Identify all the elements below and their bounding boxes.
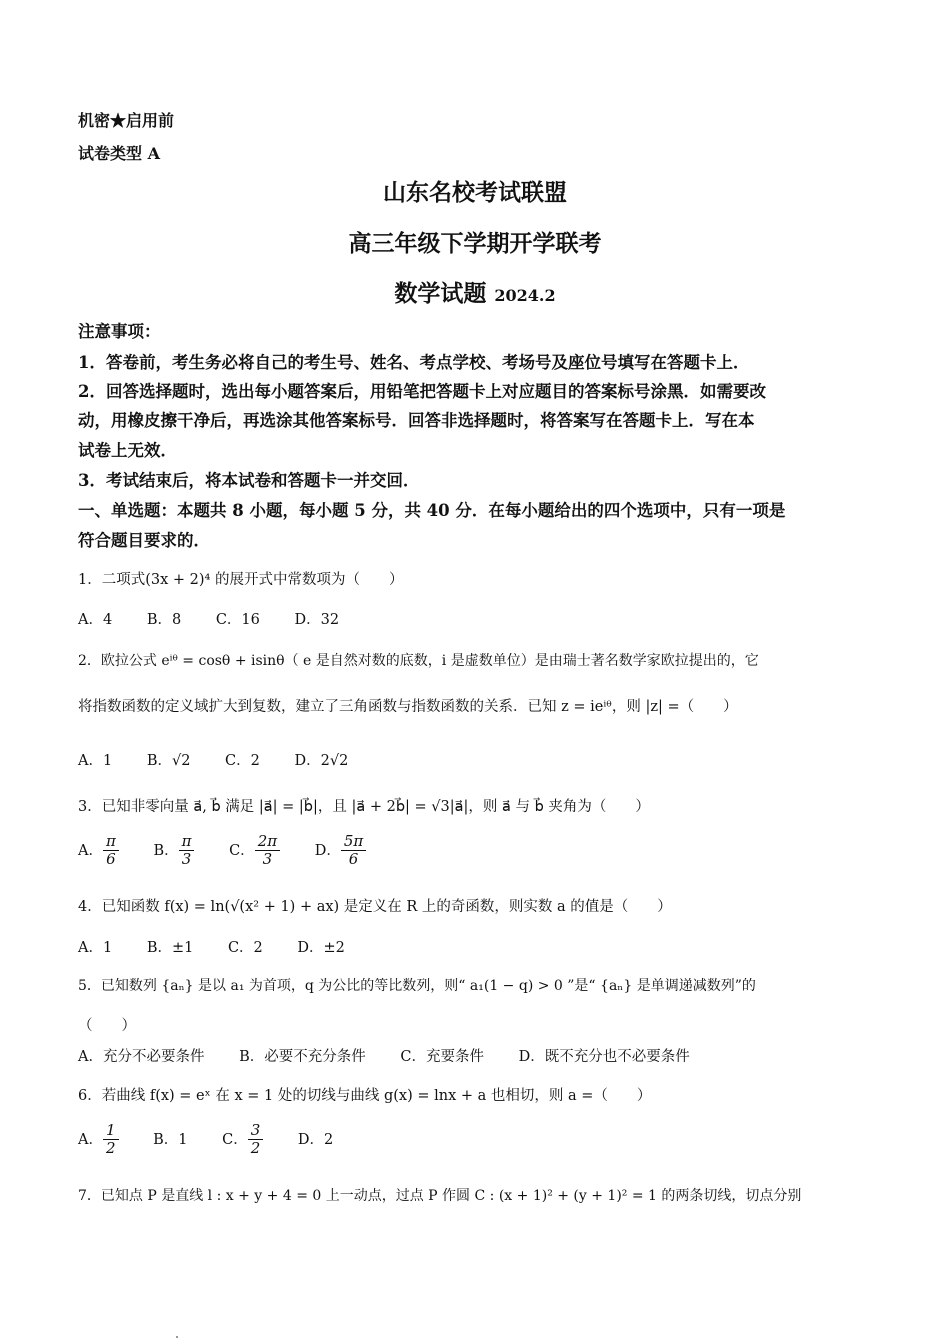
fraction-numerator: 5π <box>341 833 366 851</box>
scan-speck <box>176 1336 178 1338</box>
q2-option-a[interactable]: A．1 <box>78 753 113 769</box>
question-2-line-2: 将指数函数的定义域扩大到复数，建立了三角函数与指数函数的关系．已知 z = ieⁱᶿ，则 |z| =（ ） <box>78 699 738 715</box>
q4-option-c[interactable]: C．2 <box>227 940 263 956</box>
q1-option-c[interactable]: C．16 <box>215 612 260 628</box>
q1-option-b[interactable]: B．8 <box>146 612 182 628</box>
q3-option-b-fraction <box>179 833 195 869</box>
q3-option-c-label: C． <box>229 842 255 859</box>
fraction-denominator: 3 <box>181 850 192 869</box>
question-6-options <box>78 1122 363 1158</box>
question-1-text: 1．二项式(3x + 2)⁴ 的展开式中常数项为（ ） <box>78 572 404 588</box>
subject-name: 数学试题 <box>394 280 487 307</box>
q3-option-a-fraction <box>103 833 119 869</box>
q3-option-c-fraction <box>255 833 280 869</box>
question-6-text: 6．若曲线 f(x) = eˣ 在 x = 1 处的切线与曲线 g(x) = lnx + a 也相切，则 a =（ ） <box>78 1088 652 1104</box>
section-heading-line-1: 一、单选题：本题共 8 小题，每小题 5 分，共 40 分．在每小题给出的四个选项中，只有一项是 <box>78 501 786 520</box>
q6-option-a-label: A． <box>78 1131 103 1148</box>
question-2-line-1: 2．欧拉公式 eⁱᶿ = cosθ + isinθ（ e 是自然对数的底数，i 是虚数单位）是由瑞士著名数学家欧拉提出的，它 <box>78 653 759 669</box>
fraction-denominator: 2 <box>105 1139 116 1158</box>
notice-item-1: 1．答卷前，考生务必将自己的考生号、姓名、考点学校、考场号及座位号填写在答题卡上． <box>78 353 750 372</box>
q4-option-a[interactable]: A．1 <box>78 940 113 956</box>
question-7-text: 7．已知点 P 是直线 l : x + y + 4 = 0 上一动点，过点 P 作圆 C : (x + 1)² + (y + 1)² = 1 的两条切线，切点分别 <box>78 1188 802 1204</box>
q6-option-a-fraction <box>103 1122 119 1158</box>
q3-option-b[interactable] <box>153 832 199 869</box>
q2-option-b[interactable]: B．√2 <box>146 753 191 769</box>
q2-option-d[interactable]: D．2√2 <box>294 753 349 769</box>
q6-option-c-label: C． <box>222 1131 248 1148</box>
fraction-denominator: 2 <box>250 1139 261 1158</box>
question-2-options <box>78 749 378 770</box>
q5-option-d[interactable]: D．既不充分也不必要条件 <box>518 1049 690 1065</box>
q3-option-a-label: A． <box>78 842 103 859</box>
exam-title: 高三年级下学期开学联考 <box>348 230 602 257</box>
notice-item-2-line-1: 2．回答选择题时，选出每小题答案后，用铅笔把答题卡上对应题目的答案标号涂黑．如需要改 <box>78 382 766 401</box>
confidential-label: 机密★启用前 <box>78 111 175 130</box>
question-5-line-1: 5．已知数列 {aₙ} 是以 a₁ 为首项，q 为公比的等比数列，则“ a₁(1 − q) > 0 ”是“ {aₙ} 是单调递减数列”的 <box>78 978 756 994</box>
q2-option-c[interactable]: C．2 <box>225 753 260 769</box>
q4-option-d[interactable]: D．±2 <box>297 940 345 956</box>
fraction-numerator: π <box>179 833 195 851</box>
section-heading-line-2: 符合题目要求的． <box>78 531 210 550</box>
fraction-denominator: 3 <box>262 850 273 869</box>
q5-option-c[interactable]: C．充要条件 <box>400 1049 484 1065</box>
q5-option-a[interactable]: A．充分不必要条件 <box>78 1049 205 1065</box>
exam-date: 2024.2 <box>494 286 556 305</box>
q1-option-a[interactable]: A．4 <box>78 612 113 628</box>
notice-item-2-line-3: 试卷上无效． <box>78 441 177 460</box>
notice-item-3: 3．考试结束后，将本试卷和答题卡一并交回． <box>78 471 420 490</box>
notice-heading: 注意事项： <box>78 322 161 341</box>
notice-item-2-line-2: 动，用橡皮擦干净后，再选涂其他答案标号．回答非选择题时，将答案写在答题卡上．写在本 <box>78 411 755 430</box>
fraction-numerator: 3 <box>248 1122 264 1140</box>
q3-option-a[interactable] <box>78 832 123 869</box>
question-4-options <box>78 936 375 957</box>
q6-option-a[interactable] <box>78 1121 123 1158</box>
fraction-numerator: 1 <box>103 1122 119 1140</box>
question-1-options <box>78 608 369 629</box>
q3-option-b-label: B． <box>153 842 179 859</box>
q5-option-b[interactable]: B．必要不充分条件 <box>239 1049 366 1065</box>
q3-option-d-fraction <box>341 833 366 869</box>
q6-option-b[interactable]: B．1 <box>153 1131 188 1148</box>
q6-option-d[interactable]: D．2 <box>297 1131 334 1148</box>
paper-type-label: 试卷类型 A <box>78 144 160 163</box>
q4-option-b[interactable]: B．±1 <box>146 940 194 956</box>
question-3-text: 3．已知非零向量 a⃗, b⃗ 满足 |a⃗| = |b⃗|，且 |a⃗ + 2b⃗| = √3|a⃗|，则 a⃗ 与 b⃗ 夹角为（ ） <box>78 799 650 815</box>
fraction-denominator: 6 <box>106 850 116 869</box>
q6-option-c-fraction <box>248 1122 264 1158</box>
league-title: 山东名校考试联盟 <box>383 179 567 206</box>
question-4-text: 4．已知函数 f(x) = ln(√(x² + 1) + ax) 是定义在 R 上的奇函数，则实数 a 的值是（ ） <box>78 899 672 915</box>
q3-option-d-label: D． <box>314 842 341 859</box>
fraction-numerator: 2π <box>255 833 280 851</box>
subject-title <box>0 275 950 308</box>
question-5-line-2: （ ） <box>78 1018 136 1034</box>
fraction-denominator: 6 <box>348 850 359 869</box>
fraction-numerator: π <box>103 833 119 851</box>
q6-option-c[interactable] <box>222 1121 268 1158</box>
q1-option-d[interactable]: D．32 <box>294 612 340 628</box>
question-3-options <box>78 833 396 869</box>
question-5-options <box>78 1045 720 1066</box>
